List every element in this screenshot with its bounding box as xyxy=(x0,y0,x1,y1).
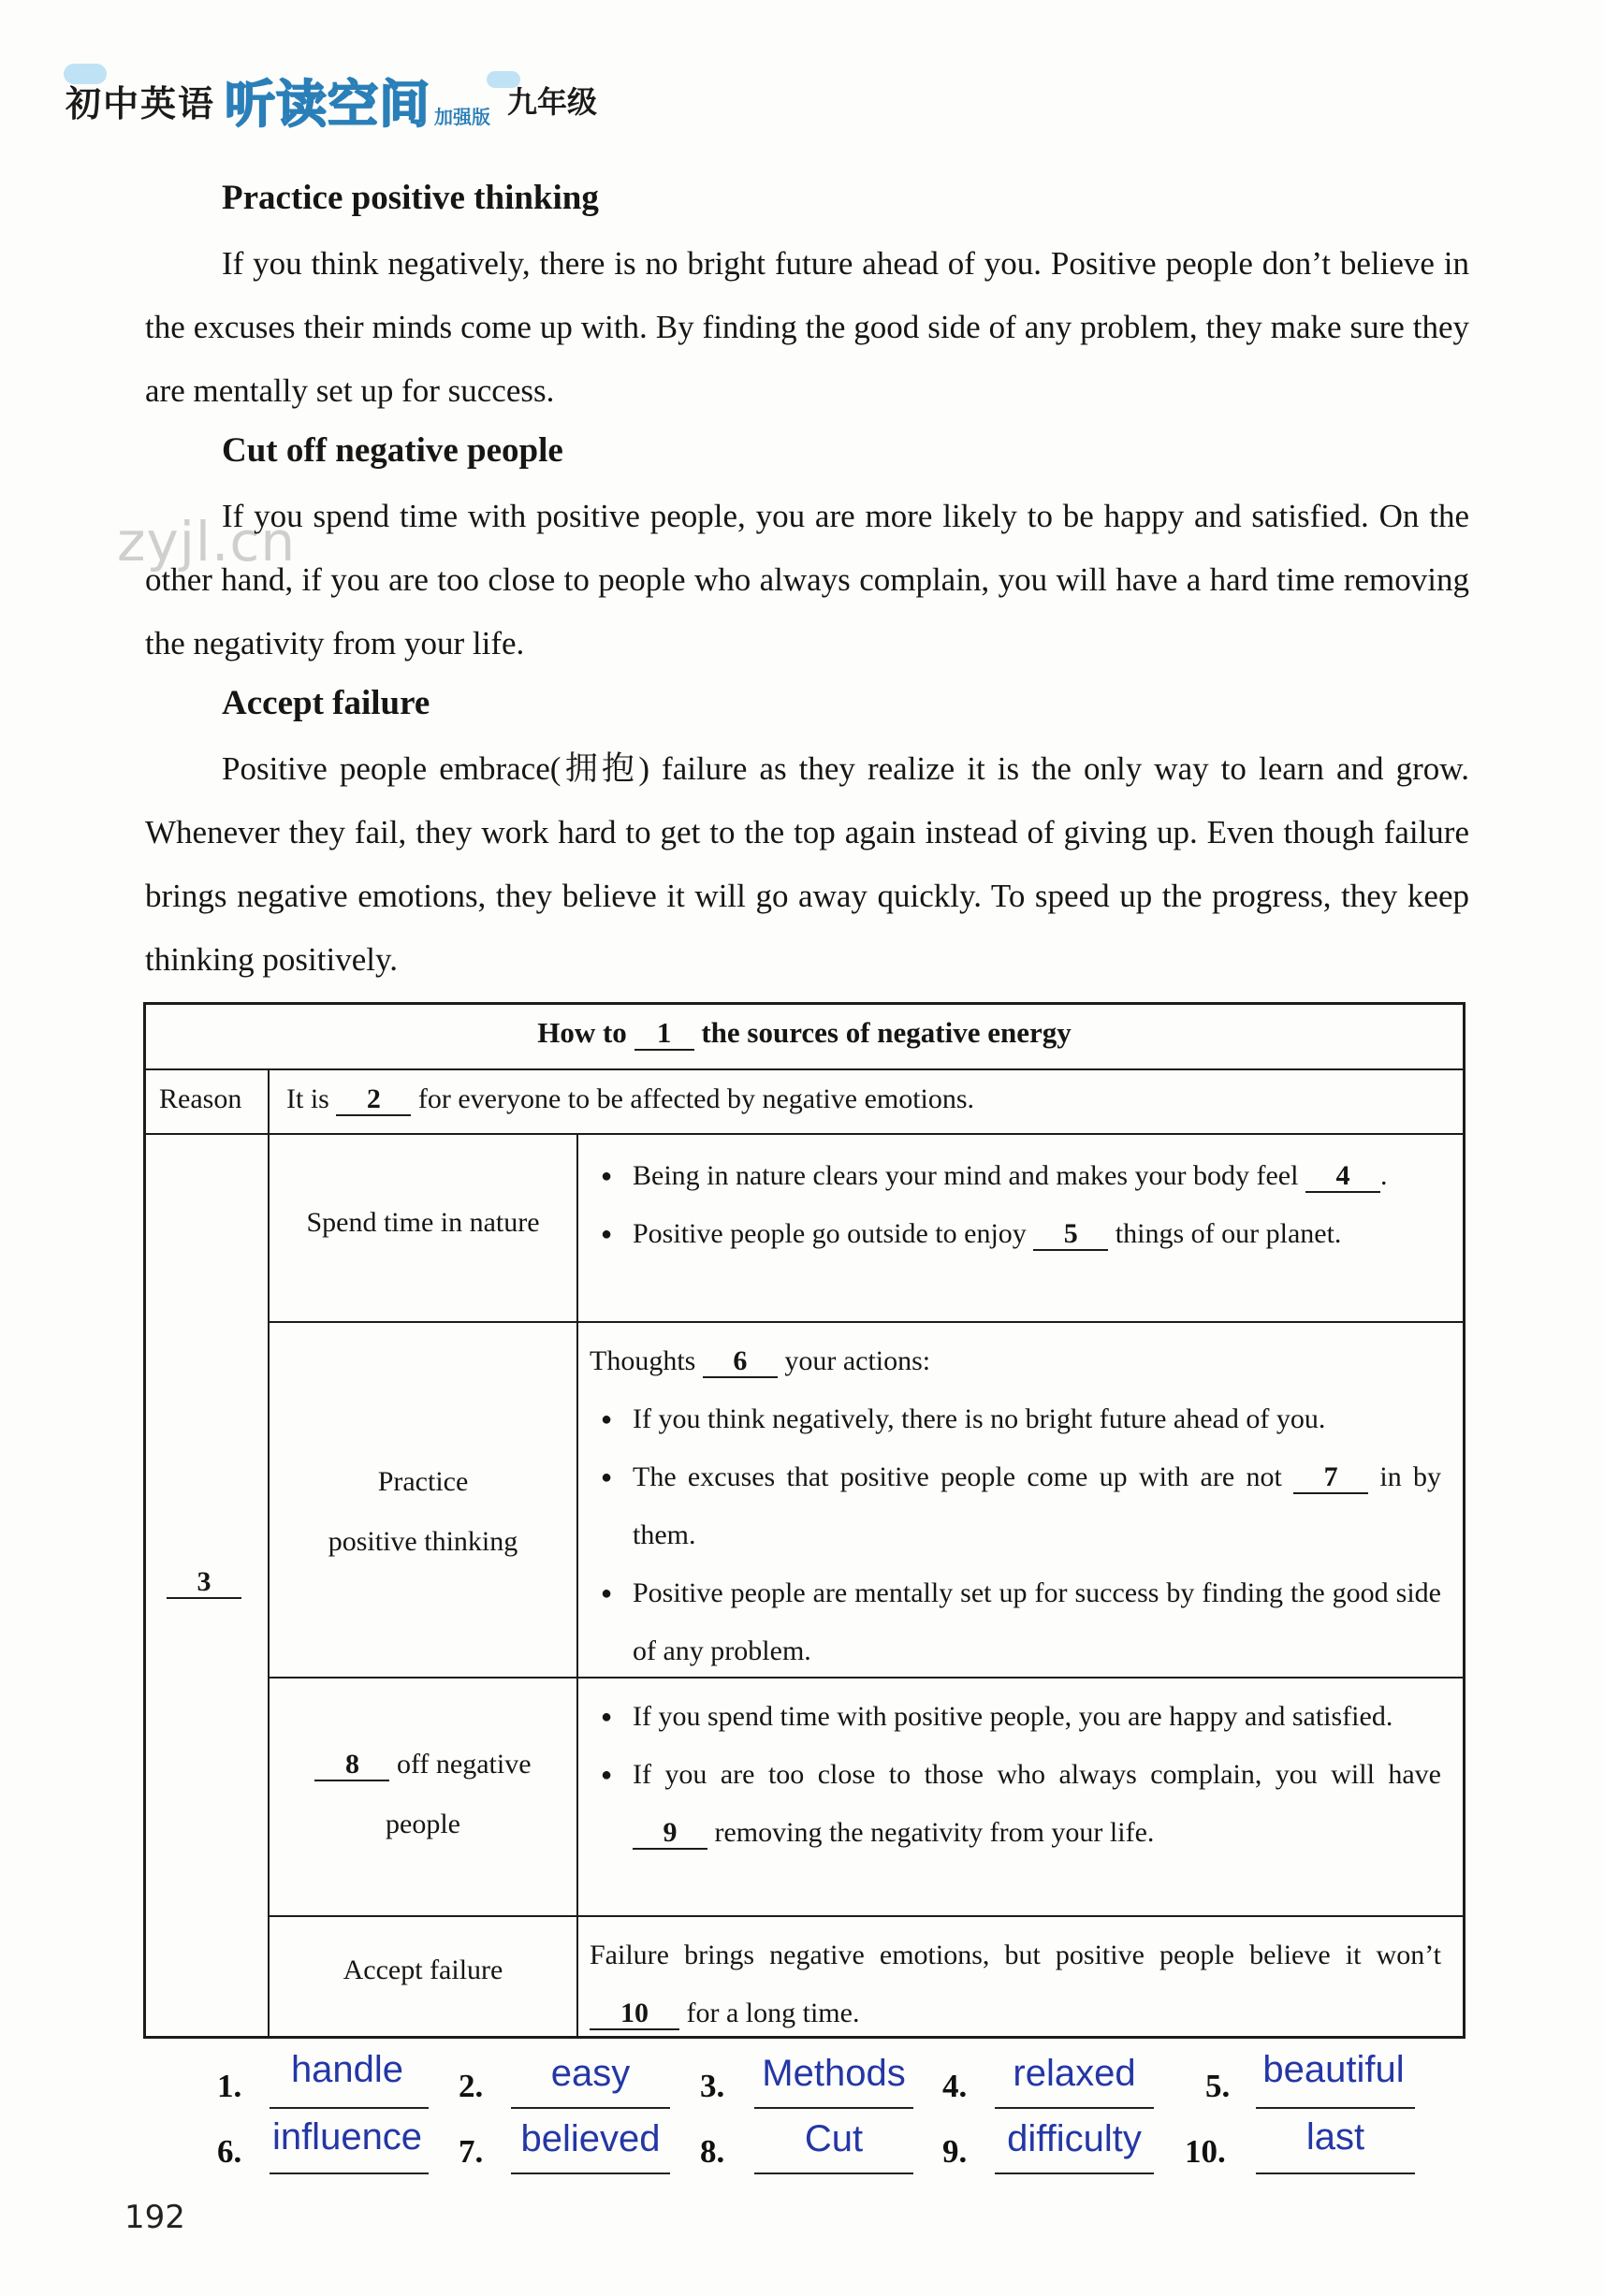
blank-6: 6 xyxy=(703,1345,778,1378)
blank-5: 5 xyxy=(1033,1218,1108,1251)
section-heading: Cut off negative people xyxy=(222,431,563,470)
list-item: ● If you are too close to those who always complain, you will have 9 removing the negativity from your life. xyxy=(590,1746,1441,1862)
watermark: zyjl.cn xyxy=(117,510,297,574)
list-item: ● The excuses that positive people come up with are not 7 in by them. xyxy=(590,1448,1441,1564)
answer-value: beautiful xyxy=(1262,2049,1405,2090)
failure-text: Failure brings negative emotions, but positive people believe it won’t 10 for a long time. xyxy=(590,1940,1441,2028)
blank-3: 3 xyxy=(167,1566,241,1599)
page-number: 192 xyxy=(124,2199,185,2236)
thinking-intro: Thoughts 6 your actions: xyxy=(590,1345,931,1376)
thinking-bullets xyxy=(590,1332,1441,1680)
blank-4: 4 xyxy=(1305,1160,1380,1193)
list-item: ● Positive people go outside to enjoy 5 things of our planet. xyxy=(590,1205,1441,1263)
row-label-nature: Spend time in nature xyxy=(306,1207,540,1238)
section-heading: Practice positive thinking xyxy=(222,179,599,217)
row-label-cut: 8 off negative people xyxy=(270,1735,576,1854)
answer-value: Cut xyxy=(804,2118,864,2159)
answer-value: easy xyxy=(550,2053,631,2094)
blank-2: 2 xyxy=(336,1083,411,1116)
list-item: ● Positive people are mentally set up for success by finding the good side of any problem. xyxy=(590,1564,1441,1680)
answer-value: believed xyxy=(520,2118,661,2159)
answer-number: 9. xyxy=(942,2133,968,2170)
answer-number: 1. xyxy=(217,2068,242,2104)
blank-7: 7 xyxy=(1293,1461,1368,1494)
blank-1: 1 xyxy=(634,1017,694,1051)
section-paragraph: If you think negatively, there is no bright future ahead of you. Positive people don’t believe in the excuses their minds come up with. By finding the good side of any problem, they make sure they are mentally set up for success. xyxy=(145,245,1469,409)
blank-8: 8 xyxy=(314,1749,389,1781)
answer-value: relaxed xyxy=(1013,2053,1136,2094)
edition-label: 加强版 xyxy=(434,106,491,128)
methods-cell xyxy=(167,1566,241,1599)
book-title: 初中英语 xyxy=(66,82,216,124)
answer-number: 2. xyxy=(459,2068,484,2104)
answer-number: 6. xyxy=(217,2133,242,2170)
row-label-thinking: Practice positive thinking xyxy=(328,1466,518,1557)
section-heading: Accept failure xyxy=(222,684,430,722)
answer-value: handle xyxy=(290,2049,404,2090)
list-item: ● If you spend time with positive people, you are happy and satisfied. xyxy=(590,1688,1441,1746)
answer-number: 10. xyxy=(1185,2133,1226,2170)
answer-number: 3. xyxy=(700,2068,725,2104)
section-paragraph: If you spend time with positive people, you are more likely to be happy and satisfied. On the other hand, if you are too close to people who always complain, you will have a hard time removing the negativity from your life. xyxy=(145,498,1469,661)
answer-value: last xyxy=(1305,2116,1365,2158)
answer-number: 4. xyxy=(942,2068,968,2104)
row-label-failure: Accept failure xyxy=(343,1955,503,1985)
summary-table xyxy=(143,1002,1465,2039)
series-logo: 听读空间 xyxy=(225,74,431,134)
page-header xyxy=(66,58,597,142)
blank-10: 10 xyxy=(590,1998,679,2030)
answer-number: 5. xyxy=(1205,2068,1231,2104)
reason-label: Reason xyxy=(159,1083,242,1114)
section-paragraph: Positive people embrace(拥抱) failure as they realize it is the only way to learn and grow. Whenever they fail, they work hard to get to the top again instead of giving up. Even though failure brings negative emotions, they believe it will go away quickly. To speed up the progress, they keep thinking positively. xyxy=(145,750,1469,978)
answer-value: Methods xyxy=(762,2053,906,2094)
cut-bullets xyxy=(590,1688,1441,1862)
answer-number: 7. xyxy=(459,2133,484,2170)
list-item: ● If you think negatively, there is no bright future ahead of you. xyxy=(590,1390,1441,1448)
table-title: How to 1 the sources of negative energy xyxy=(146,1016,1463,1051)
nature-bullets xyxy=(590,1147,1441,1263)
reason-text: It is 2 for everyone to be affected by negative emotions. xyxy=(286,1083,975,1114)
answer-number: 8. xyxy=(700,2133,725,2170)
blank-9: 9 xyxy=(633,1817,707,1850)
grade-label: 九年级 xyxy=(507,84,598,120)
answer-value: influence xyxy=(271,2116,423,2158)
answer-value: difficulty xyxy=(1007,2118,1142,2159)
list-item: ● Being in nature clears your mind and makes your body feel 4 . xyxy=(590,1147,1441,1205)
